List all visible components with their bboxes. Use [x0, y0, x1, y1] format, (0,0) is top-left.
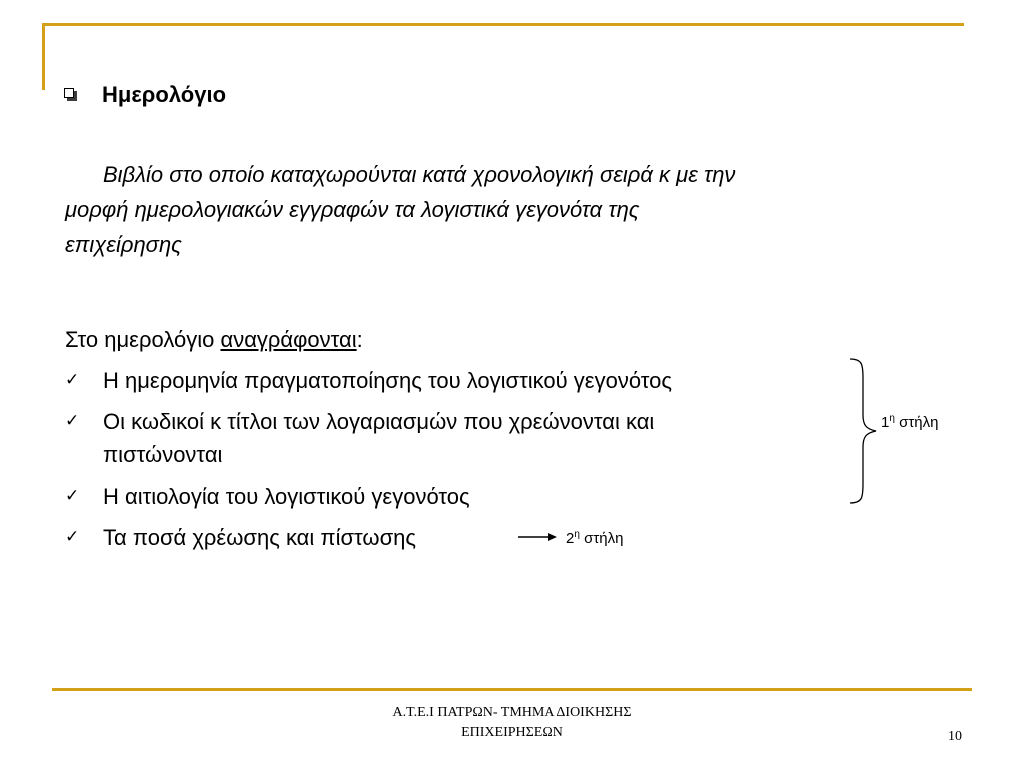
square-bullet-icon	[64, 88, 76, 100]
right-brace-icon	[848, 358, 878, 504]
checkmark-icon: ✓	[65, 370, 80, 390]
top-gold-rule	[42, 23, 964, 26]
checkmark-icon: ✓	[65, 527, 80, 547]
bottom-gold-rule	[52, 688, 972, 691]
heading-text: Ημερολόγιο	[102, 82, 227, 107]
footer-line: ΕΠΙΧΕΙΡΗΣΕΩΝ	[461, 725, 563, 740]
list-item-text: Οι κωδικοί κ τίτλοι των λογαριασμών που χρεώνονται και	[103, 409, 655, 434]
definition-line: μορφή ημερολογιακών εγγραφών τα λογιστικά γεγονότα της	[65, 197, 640, 222]
intro-underlined-word: αναγράφονται	[220, 327, 357, 352]
column-2-label: $2^\eta$ στήλη	[566, 529, 624, 547]
left-gold-rule	[42, 23, 45, 90]
list-item-text: πιστώνονται	[103, 442, 223, 467]
list-item-text: Η ημερομηνία πραγματοποίησης του λογιστικού γεγονότος	[103, 368, 672, 393]
definition-paragraph	[65, 157, 945, 262]
intro-line	[65, 324, 363, 356]
arrow-right-icon	[518, 529, 558, 545]
checkmark-icon: ✓	[65, 486, 80, 506]
footer-line: Α.Τ.Ε.Ι ΠΑΤΡΩΝ- ΤΜΗΜΑ ΔΙΟΙΚΗΣΗΣ	[392, 705, 632, 720]
definition-line: επιχείρησης	[65, 232, 182, 257]
list-item-text: Τα ποσά χρέωσης και πίστωσης	[103, 525, 417, 550]
intro-prefix: Στο ημερολόγιο	[65, 327, 221, 352]
footer-text	[302, 703, 722, 743]
page-number: 10	[948, 729, 962, 744]
column-1-label: $1^\eta$ στήλη	[881, 413, 939, 431]
checkmark-icon: ✓	[65, 411, 80, 431]
definition-line: Βιβλίο στο οποίο καταχωρούνται κατά χρονολογική σειρά κ με την	[103, 162, 736, 187]
intro-suffix: :	[356, 327, 363, 352]
list-item-text: Η αιτιολογία του λογιστικού γεγονότος	[103, 484, 470, 509]
